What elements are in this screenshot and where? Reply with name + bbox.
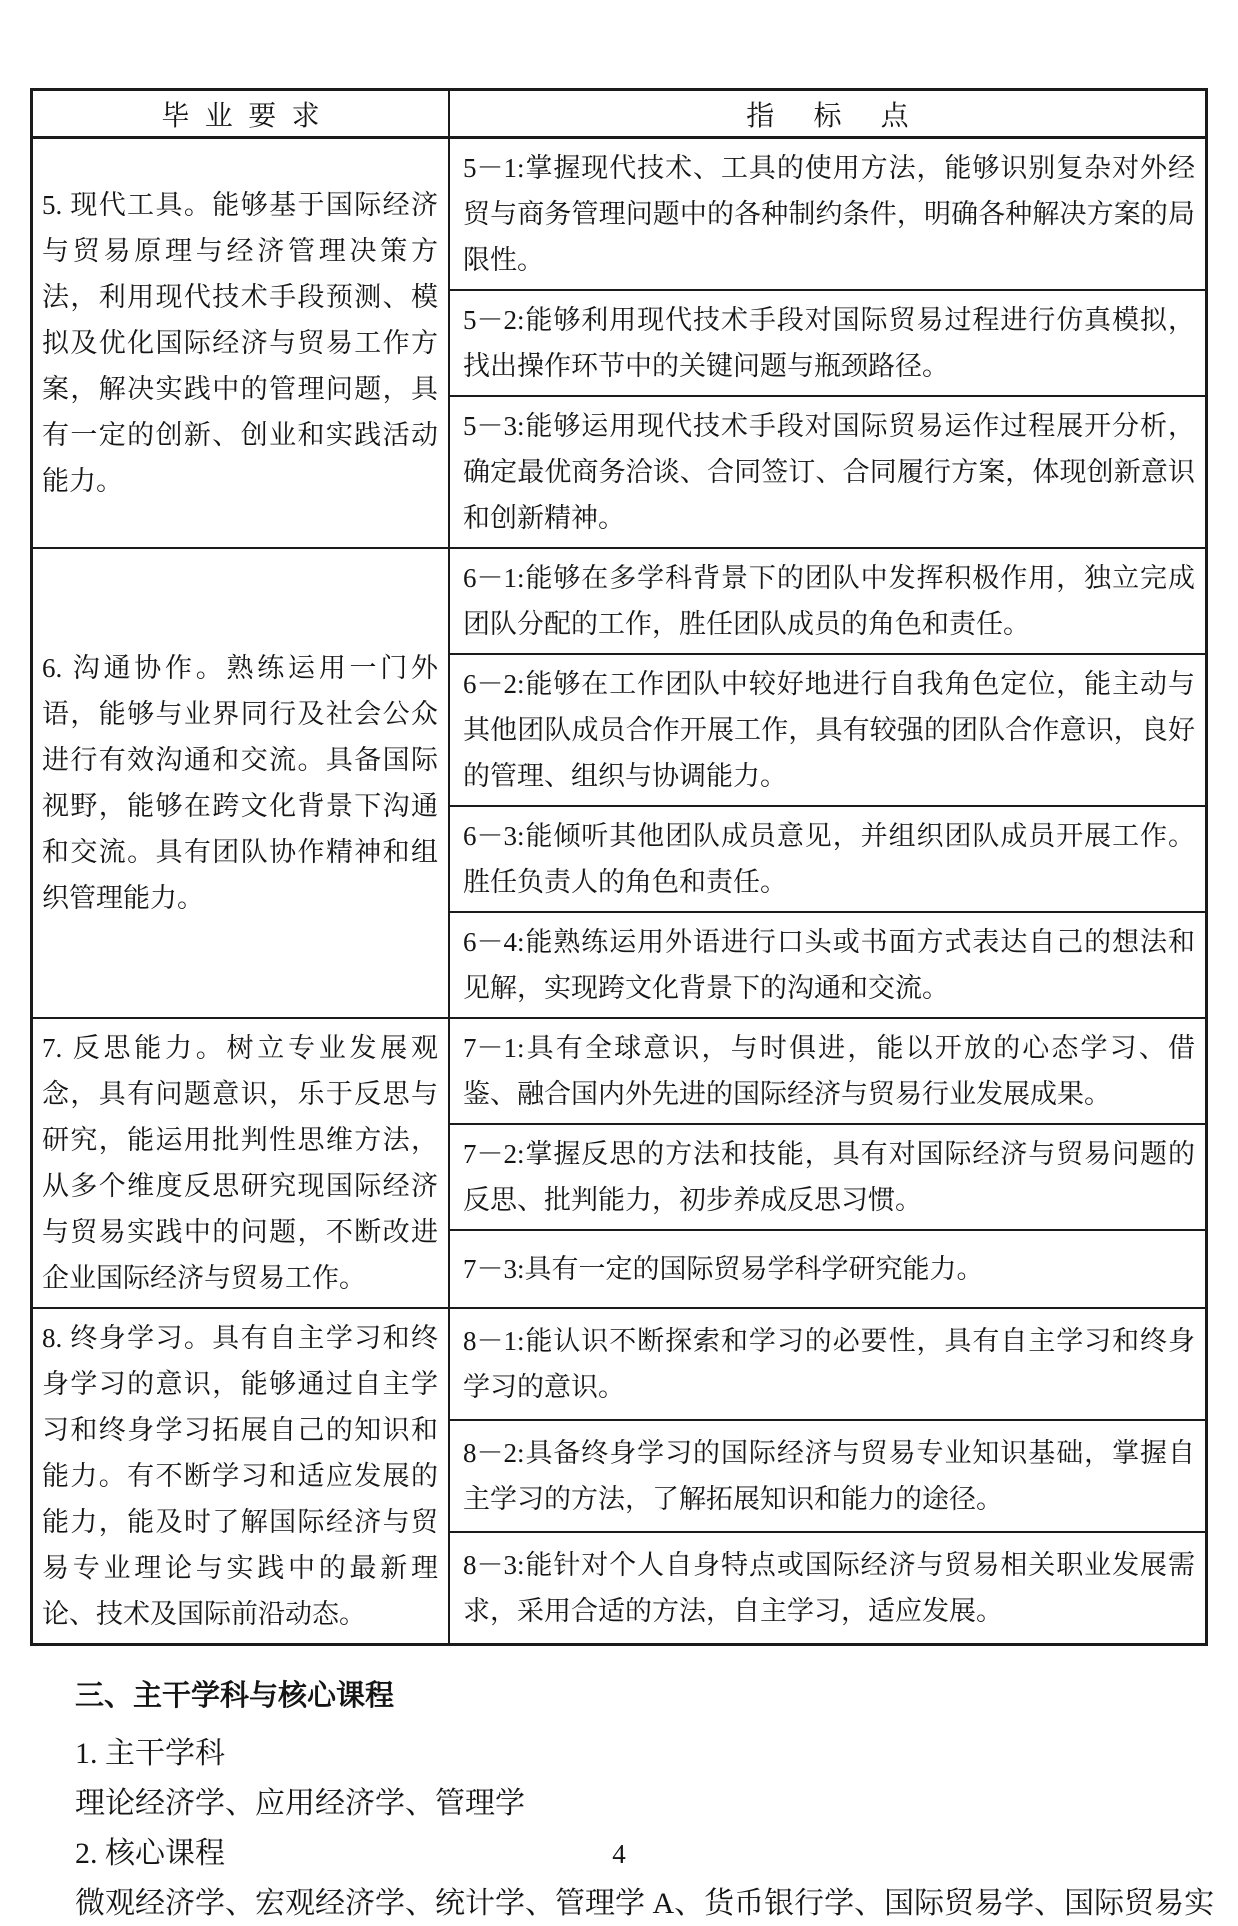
section-item-main-disciplines-list: 理论经济学、应用经济学、管理学 [75,1787,525,1820]
indicator-cell-5-2: 5－2:能够利用现代技术手段对国际贸易过程进行仿真模拟，找出操作环节中的关键问题与瓶颈路径。 [449,290,1207,396]
indicator-cell-6-2: 6－2:能够在工作团队中较好地进行自我角色定位，能主动与其他团队成员合作开展工作，具有较强的团队合作意识，良好的管理、组织与协调能力。 [449,654,1207,806]
page-number: 4 [612,1839,626,1869]
table-row [32,1308,1207,1420]
requirement-cell-6: 6. 沟通协作。熟练运用一门外语，能够与业界同行及社会公众进行有效沟通和交流。具备国际视野，能够在跨文化背景下沟通和交流。具有团队协作精神和组织管理能力。 [32,548,450,1018]
table-row [32,1018,1207,1124]
table-row [32,138,1207,291]
graduation-requirements-table [30,88,1208,1646]
section-item-main-disciplines-title: 1. 主干学科 [75,1737,225,1770]
header-graduation-requirement: 毕业要求 [32,90,450,138]
section-heading: 三、主干学科与核心课程 [75,1680,395,1712]
indicator-cell-6-4: 6－4:能熟练运用外语进行口头或书面方式表达自己的想法和见解，实现跨文化背景下的沟通和交流。 [449,912,1207,1018]
requirement-cell-7: 7. 反思能力。树立专业发展观念，具有问题意识，乐于反思与研究，能运用批判性思维方法，从多个维度反思研究现国际经济与贸易实践中的问题，不断改进企业国际经济与贸易工作。 [32,1018,450,1308]
indicator-cell-5-1: 5－1:掌握现代技术、工具的使用方法，能够识别复杂对外经贸与商务管理问题中的各种制约条件，明确各种解决方案的局限性。 [449,138,1207,291]
indicator-cell-8-1: 8－1:能认识不断探索和学习的必要性，具有自主学习和终身学习的意识。 [449,1308,1207,1420]
indicator-cell-8-2: 8－2:具备终身学习的国际经济与贸易专业知识基础，掌握自主学习的方法，了解拓展知识和能力的途径。 [449,1420,1207,1532]
section-item-core-courses-title: 2. 核心课程 [75,1837,225,1870]
indicator-cell-8-3: 8－3:能针对个人自身特点或国际经济与贸易相关职业发展需求，采用合适的方法，自主学习，适应发展。 [449,1532,1207,1645]
table-header-row [32,90,1207,138]
core-curriculum-section [75,1674,1215,1926]
indicator-cell-5-3: 5－3:能够运用现代技术手段对国际贸易运作过程展开分析，确定最优商务洽谈、合同签订、合同履行方案，体现创新意识和创新精神。 [449,396,1207,548]
indicator-cell-7-3: 7－3:具有一定的国际贸易学科学研究能力。 [449,1230,1207,1308]
table-row [32,548,1207,654]
indicator-cell-6-1: 6－1:能够在多学科背景下的团队中发挥积极作用，独立完成团队分配的工作，胜任团队成员的角色和责任。 [449,548,1207,654]
indicator-cell-6-3: 6－3:能倾听其他团队成员意见，并组织团队成员开展工作。胜任负责人的角色和责任。 [449,806,1207,912]
indicator-cell-7-2: 7－2:掌握反思的方法和技能，具有对国际经济与贸易问题的反思、批判能力，初步养成反思习惯。 [449,1124,1207,1230]
header-indicator-point: 指标点 [449,90,1207,138]
requirement-cell-8: 8. 终身学习。具有自主学习和终身学习的意识，能够通过自主学习和终身学习拓展自己的知识和能力。有不断学习和适应发展的能力，能及时了解国际经济与贸易专业理论与实践中的最新理论、技术及国际前沿动态。 [32,1308,450,1645]
indicator-cell-7-1: 7－1:具有全球意识，与时俱进，能以开放的心态学习、借鉴、融合国内外先进的国际经济与贸易行业发展成果。 [449,1018,1207,1124]
section-item-core-courses-list: 微观经济学、宏观经济学、统计学、管理学 A、货币银行学、国际贸易学、国际贸易实 [75,1887,1215,1920]
requirement-cell-5: 5. 现代工具。能够基于国际经济与贸易原理与经济管理决策方法，利用现代技术手段预测、模拟及优化国际经济与贸易工作方案，解决实践中的管理问题，具有一定的创新、创业和实践活动能力。 [32,138,450,549]
